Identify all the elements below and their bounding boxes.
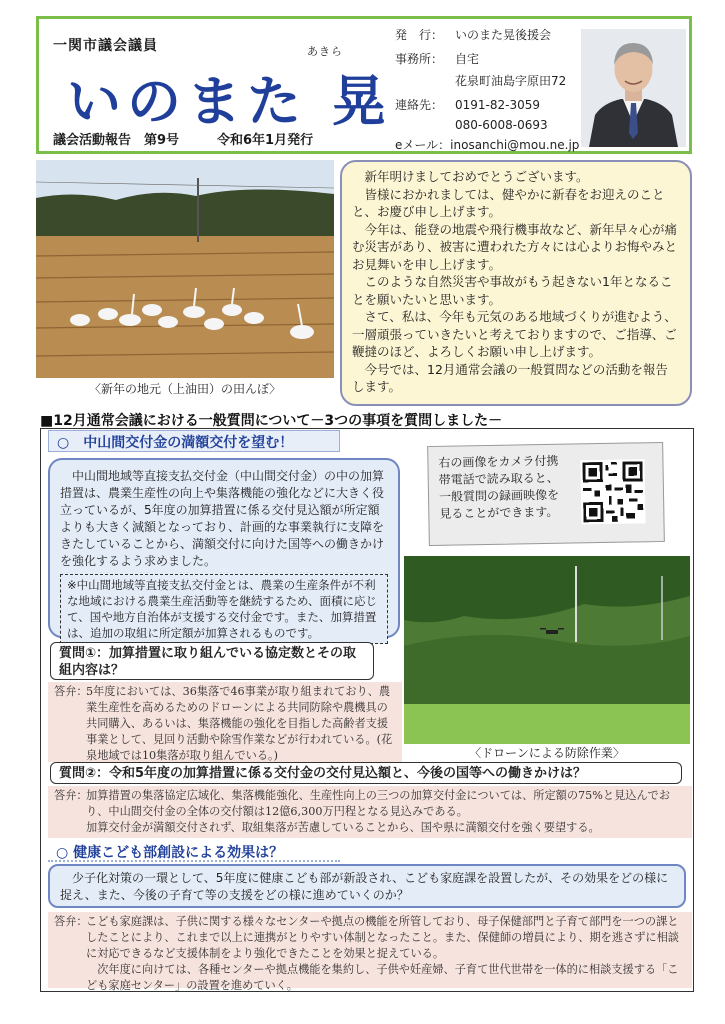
phone-label: 連絡先： [395,98,444,112]
answer-1-label: 答弁： [54,685,88,698]
office-value: 自宅 [455,52,480,66]
rice-field-caption: 〈新年の地元（上油田）の田んぼ〉 [88,382,282,396]
qr-text: 右の画像をカメラ付携帯電話で読み取ると、一般質問の録画映像を見ることができます。 [438,453,560,521]
topic1-note: ※中山間地域等直接支払交付金とは、農業の生産条件が不利な地域における農業生産活動等を継続するため、面積に応じて、国や地方自治体が支援する交付金です。また、加算措置は、追加の取組に所定額が加算されるものです。 [60,574,388,644]
topic1-heading: ○ 中山間交付金の満額交付を望む！ [48,430,340,452]
topic2-question [48,864,686,908]
name-ruby: あきら [307,45,343,58]
office-row [395,51,479,67]
phone-value-2: 080-6008-0693 [455,118,548,132]
answer-1-text: 5年度においては、36集落で46事業が取り組まれており、農業生産性を高めるためのドローンによる共同防除や農機具の共同購入、あるいは、集落機能の強化を目指した高齢者支援事業として、見回り活動や除雪作業などが行われている。(花泉地域では10集落が取り組んでいる。) [86,685,393,762]
topic2-body: 少子化対策の一環として、5年度に健康こども部が新設され、こども家庭課を設置したが、その効果をどの様に捉え、また、今後の子育て等の支援をどの様に進めていくのか？ [60,871,669,902]
answer-3 [48,912,692,992]
new-year-greeting [340,160,692,406]
answer-2-text: 加算措置の集落協定広域化、集落機能強化、生産性向上の三つの加算交付金については、所定額の75%と見込んでおり、中山間交付金の全体の交付額は12億6,300万円程となる見込みである。 [86,789,671,818]
answer-3-text-2: 次年度に向けては、各種センターや拠点機能を集約し、子供や妊産婦、子育て世代世帯を一体的に相談支援する「こども家庭センター」の設置を進めていく。 [86,963,679,992]
masthead-name: いのまた 晃 [67,69,392,133]
rice-field-photo [36,160,334,378]
masthead [36,16,692,154]
answer-3-label: 答弁： [54,915,88,928]
section-heading: ■12月通常会議における一般質問について－3つの事項を質問しました－ [40,413,503,429]
qr-code-icon[interactable] [580,459,645,524]
office-label: 事務所： [395,52,444,66]
answer-3-text: こども家庭課は、子供に関する様々なセンターや拠点の機能を所管しており、母子保健部門と子育て部門を一つの課としたことにより、これまで以上に連携がとりやすい体制となったこと。また、保健師の増員により、期を逃さずに相談に対応できるなど支援体制をより強化できたことを効果と捉えている。 [86,915,679,960]
topic1-summary [48,458,400,638]
greeting-paragraph: 今号では、12月通常会議の一般質問などの活動を報告します。 [352,361,668,394]
masthead-kicker: 一関市議会議員 [53,38,158,54]
publisher-label: 発 行： [395,28,444,42]
greeting-paragraph: 皆様におかれましては、健やかに新春をお迎えのことと、お慶び申し上げます。 [352,186,665,219]
answer-2 [48,786,692,838]
greeting-paragraph: 新年明けましておめでとうございます。 [364,169,589,184]
answer-1 [48,682,402,762]
question-2: 質問②：令和5年度の加算措置に係る交付金の交付見込額と、今後の国等への働きかけは？ [50,762,682,784]
publisher-value: いのまた晃後援会 [455,28,552,42]
greeting-paragraph: さて、私は、今年も元気のある地域づくりが進むよう、一層頑張っていきたいと考えておりますので、ご指導、ご鞭撻のほど、よろしくお願い申し上げます。 [352,309,677,359]
topic2-heading: ○ 健康こども部創設による効果は？ [48,842,340,862]
topic1-body: 中山間地域等直接支払交付金（中山間交付金）の中の加算措置は、農業生産性の向上や集落機能の強化などに大きく役立っているが、5年度の加算措置に係る交付見込額が所定額よりも大きく減額となっており、計画的な事業執行に支障をきたしていることから、満額交付に向けた国等への働きかけを強化するよう求めました。 [60,469,385,568]
phone-value-1: 0191-82-3059 [455,98,541,112]
email-value[interactable]: inosanchi@mou.ne.jp [450,138,580,152]
answer-2-label: 答弁： [54,789,88,802]
question-1: 質問①：加算措置に取り組んでいる協定数とその取組内容は？ [50,642,374,680]
address-value: 花泉町油島字原田72 [455,74,567,88]
email-row [395,137,579,153]
qr-notice [427,442,665,546]
issue-number: 議会活動報告 第9号 [53,133,180,148]
drone-caption: 〈ドローンによる防除作業〉 [469,746,625,760]
email-label: eメール： [395,138,451,152]
answer-2-text-2: 加算交付金が満額交付されず、取組集落が苦慮していることから、国や県に満額交付を強く要望する。 [86,821,600,834]
publisher-row [395,27,551,43]
portrait-photo [581,29,686,147]
drone-spraying-photo [404,556,690,744]
phone-row [395,97,540,113]
greeting-paragraph: このような自然災害や事故がもう起きない1年となることを願いたいと思います。 [352,274,673,307]
greeting-paragraph: 今年は、能登の地震や飛行機事故など、新年早々心が痛む災害があり、被害に遭われた方々には心よりお悔やみとお見舞いを申し上げます。 [352,221,678,272]
issue-date: 令和6年1月発行 [217,133,314,148]
